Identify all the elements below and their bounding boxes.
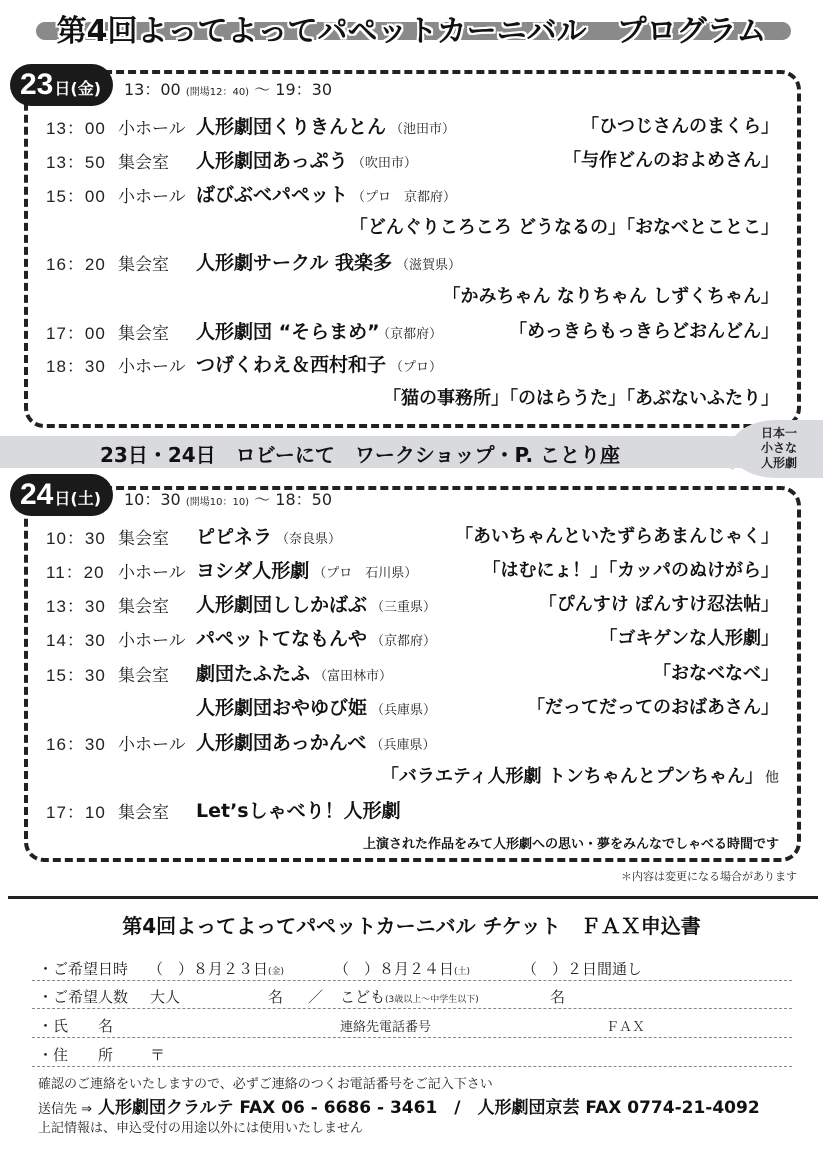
postal-mark: 〒 xyxy=(150,1046,166,1064)
program-title xyxy=(581,112,779,138)
program-group xyxy=(196,624,436,651)
form-row-address xyxy=(32,1043,792,1067)
program-title xyxy=(455,522,779,548)
program-title-text: 上演された作品をみて人形劇への思い・夢をみんなでしゃべる時間です xyxy=(362,837,779,852)
day24-date: 24 xyxy=(20,478,54,511)
program-group xyxy=(196,317,442,344)
program-venue: 小ホール xyxy=(118,631,186,651)
program-title xyxy=(539,590,779,616)
program-group xyxy=(196,146,417,173)
program-title xyxy=(563,146,779,172)
program-group xyxy=(196,180,456,207)
program-title-text: 「与作どんのおよめさん」 xyxy=(563,150,779,171)
program-group-name: 人形劇団あっかんべ xyxy=(196,732,367,754)
program-time: 11：20 xyxy=(46,563,105,582)
program-group-name: ヨシダ人形劇 xyxy=(196,560,310,582)
program-row xyxy=(0,180,823,208)
program-venue: 小ホール xyxy=(118,187,186,207)
bubble-line: 人形劇 xyxy=(760,456,797,470)
program-etc: 他 xyxy=(765,770,779,786)
form-name-label: ・氏 名 xyxy=(38,1017,114,1035)
program-origin: （三重県） xyxy=(371,600,437,615)
program-origin: （兵庫県） xyxy=(370,738,436,753)
program-title-text: 「おなべなべ」 xyxy=(653,663,779,684)
day23-badge xyxy=(10,64,113,106)
form-title: 第4回よってよってパペットカーニバル チケット ＦＡＸ申込書 xyxy=(122,914,701,938)
program-row xyxy=(0,146,823,174)
program-venue: 小ホール xyxy=(118,735,186,755)
program-group xyxy=(196,522,341,549)
program-group-name: 人形劇団ししかばぶ xyxy=(196,594,368,616)
program-title xyxy=(599,624,779,650)
program-row xyxy=(0,659,823,687)
date-option-24-weekday: (土) xyxy=(454,967,471,977)
day23-date: 23 xyxy=(20,68,54,101)
child-label xyxy=(340,986,479,1007)
program-row xyxy=(0,112,823,140)
date-option-23-weekday: (金) xyxy=(268,967,285,977)
program-title xyxy=(363,833,779,852)
program-venue: 集会室 xyxy=(118,255,169,275)
child-age-note: (3歳以上～中学生以下) xyxy=(385,995,479,1005)
content-note: ＊内容は変更になる場合があります xyxy=(621,870,797,883)
program-group-name: パペットてなもんや xyxy=(196,628,368,650)
program-row xyxy=(0,317,823,345)
program-venue: 小ホール xyxy=(118,563,186,583)
program-time: 13：50 xyxy=(46,153,106,172)
program-row xyxy=(0,350,823,378)
day24-hours-end: ～ 18：50 xyxy=(254,490,332,509)
program-time: 18：30 xyxy=(46,357,106,376)
program-venue: 小ホール xyxy=(118,357,186,377)
program-venue: 集会室 xyxy=(118,324,169,344)
date-option-23-label: （ ）８月２３日 xyxy=(148,960,269,978)
program-row xyxy=(0,590,823,618)
program-title-text: 「どんぐりころころ どうなるの」「おなべとことこ」 xyxy=(349,217,779,238)
program-title xyxy=(350,213,779,239)
program-row xyxy=(0,693,823,721)
day24-weekday: 日(土) xyxy=(54,489,102,508)
program-row xyxy=(0,522,823,550)
program-time: 17：00 xyxy=(46,324,106,343)
program-row xyxy=(0,556,823,584)
program-row xyxy=(0,829,823,857)
bubble-tail xyxy=(712,454,734,470)
program-origin: （京都府） xyxy=(371,634,437,649)
day24-badge xyxy=(10,474,113,516)
program-group xyxy=(196,590,436,617)
program-title-text: 「バラエティ人形劇 トンちゃんとプンちゃん」 xyxy=(380,766,763,787)
form-address-label: ・住 所 xyxy=(38,1046,114,1064)
program-row xyxy=(0,282,823,310)
send-to xyxy=(38,1093,760,1118)
program-row xyxy=(0,762,823,790)
program-origin: （奈良県） xyxy=(276,532,342,547)
program-group xyxy=(196,248,461,275)
form-divider xyxy=(8,896,818,899)
privacy-note: 上記情報は、申込受付の用途以外には使用いたしません xyxy=(38,1121,364,1136)
program-title-text: 「あいちゃんといたずらあまんじゃく」 xyxy=(455,526,779,547)
program-title xyxy=(483,556,779,582)
program-title xyxy=(509,317,779,343)
program-venue: 小ホール xyxy=(118,119,186,139)
program-time: 14：30 xyxy=(46,631,106,650)
bubble-line: 日本一 xyxy=(760,426,797,440)
form-count-label: ・ご希望人数 xyxy=(38,988,129,1006)
day23-weekday: 日(金) xyxy=(54,79,102,98)
day23-hours-start: 13：00 xyxy=(124,80,181,99)
program-title-text: 「めっきらもっきらどおんどん」 xyxy=(509,321,779,342)
adult-unit: 名 xyxy=(268,988,284,1006)
program-group-name: 人形劇団おやゆび姫 xyxy=(196,697,368,719)
program-row xyxy=(0,248,823,276)
program-title-text: 「ゴキゲンな人形劇」 xyxy=(599,628,779,649)
program-venue: 集会室 xyxy=(118,153,169,173)
day23-hours-end: ～ 19：30 xyxy=(254,80,332,99)
program-venue: 集会室 xyxy=(118,529,169,549)
program-row xyxy=(0,796,823,824)
program-title xyxy=(442,282,779,308)
program-group-name: ピピネラ xyxy=(196,526,273,548)
program-group-name: 人形劇団 “そらまめ” xyxy=(196,321,380,343)
date-option-both[interactable]: （ ）２日間通し xyxy=(522,960,643,978)
program-time: 16：20 xyxy=(46,255,106,274)
form-phone-label: 連絡先電話番号 xyxy=(340,1020,432,1035)
program-group-name: 人形劇団あっぷう xyxy=(196,150,348,172)
program-origin: （吹田市） xyxy=(351,156,417,171)
child-label-text: こども xyxy=(340,988,386,1006)
program-origin: （プロ 京都府） xyxy=(352,190,457,205)
program-group-name: Let’sしゃべり！人形劇 xyxy=(196,800,401,822)
program-time: 15：30 xyxy=(46,666,106,685)
program-group xyxy=(196,556,417,583)
program-group xyxy=(196,728,435,755)
program-time: 13：30 xyxy=(46,597,106,616)
program-time: 16：30 xyxy=(46,735,106,754)
count-slash: ／ xyxy=(308,988,324,1006)
adult-label: 大人 xyxy=(150,988,181,1006)
bubble-line: 小さな xyxy=(760,441,797,455)
program-group xyxy=(196,350,442,377)
program-group xyxy=(196,693,436,720)
program-group xyxy=(196,659,392,686)
program-title-text: 「かみちゃん なりちゃん しずくちゃん」 xyxy=(442,286,779,307)
program-title-text: 「ぴんすけ ぽんすけ忍法帖」 xyxy=(538,594,779,615)
program-title-text: 「猫の事務所」「のはらうた」「あぶないふたり」 xyxy=(383,388,779,409)
program-origin: （池田市） xyxy=(390,122,456,137)
bubble-text xyxy=(738,426,820,471)
day23-hours-note: (開場12：40) xyxy=(185,87,250,98)
page-title: 第4回よってよってパペットカーニバル プログラム xyxy=(56,14,767,49)
program-title-text: 「だってだってのおばあさん」 xyxy=(527,697,779,718)
program-row xyxy=(0,213,823,241)
program-venue: 集会室 xyxy=(118,666,169,686)
confirm-note: 確認のご連絡をいたしますので、必ずご連絡のつくお電話番号をご記入下さい xyxy=(38,1077,493,1092)
program-origin: （兵庫県） xyxy=(371,703,437,718)
program-title xyxy=(653,659,779,685)
send-to-prefix: 送信先 ⇒ xyxy=(38,1102,93,1117)
program-group-name: ばびぶべパペット xyxy=(196,184,349,206)
program-origin: （プロ） xyxy=(390,360,443,375)
program-origin: （富田林市） xyxy=(314,669,393,684)
send-to-numbers: 人形劇団クラルテ FAX 06 - 6686 - 3461 / 人形劇団京芸 FAX 0774-21-4092 xyxy=(97,1098,760,1118)
program-venue: 集会室 xyxy=(118,597,169,617)
program-title xyxy=(381,762,779,788)
program-time: 10：30 xyxy=(46,529,106,548)
form-fax-label: ＦＡＸ xyxy=(606,1020,646,1035)
program-title-text: 「はむにょ！」「カッパのぬけがら」 xyxy=(482,560,779,581)
program-time: 15：00 xyxy=(46,187,106,206)
form-date-label: ・ご希望日時 xyxy=(38,960,129,978)
day24-hours-start: 10：30 xyxy=(124,490,181,509)
program-origin: （滋賀県） xyxy=(396,258,462,273)
program-row xyxy=(0,624,823,652)
program-row xyxy=(0,728,823,756)
program-time: 17：10 xyxy=(46,803,106,822)
program-time: 13：00 xyxy=(46,119,106,138)
program-title xyxy=(527,693,779,719)
day23-hours xyxy=(124,77,332,100)
program-venue: 集会室 xyxy=(118,803,169,823)
child-unit: 名 xyxy=(550,988,566,1006)
program-group xyxy=(196,796,401,823)
program-row xyxy=(0,384,823,412)
program-group-name: 劇団たふたふ xyxy=(196,663,311,685)
program-group-name: つげくわえ＆西村和子 xyxy=(196,354,387,376)
date-option-24[interactable] xyxy=(334,958,470,979)
program-group-name: 人形劇団くりきんとん xyxy=(196,116,387,138)
program-title xyxy=(383,384,779,410)
date-option-24-label: （ ）８月２４日 xyxy=(334,960,455,978)
date-option-23[interactable] xyxy=(148,958,284,979)
program-origin: （プロ 石川県） xyxy=(313,566,418,581)
day24-hours-note: (開場10：10) xyxy=(185,497,250,508)
program-group xyxy=(196,112,455,139)
day24-hours xyxy=(124,487,332,510)
program-group-name: 人形劇サークル 我楽多 xyxy=(196,252,393,274)
program-title-text: 「ひつじさんのまくら」 xyxy=(581,116,779,137)
lobby-text: 23日・24日 ロビーにて ワークショップ・P. ことり座 xyxy=(100,443,621,467)
program-origin: （京都府） xyxy=(383,327,443,342)
